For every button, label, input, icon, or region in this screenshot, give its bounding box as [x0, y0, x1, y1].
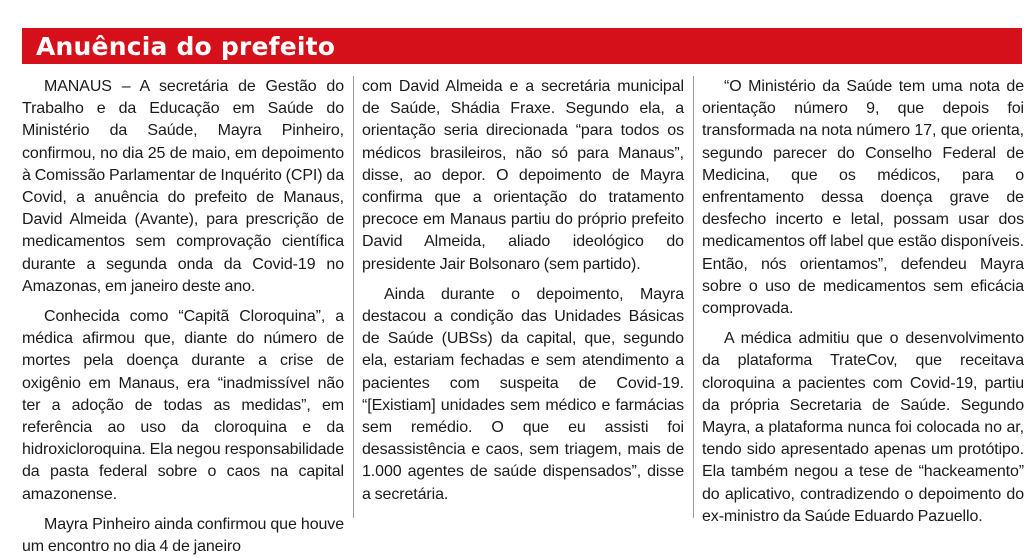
article-column-3 [702, 76, 1024, 524]
article-paragraph: Ainda durante o depoimento, Mayra destacou a condição das Unidades Básicas de Saúde (UBSs) da capital, que, segundo ela, estariam fechadas e sem atendimento a pacientes com suspeita de Covid-19. “[Existiam] unidades sem médico e farmácias sem remédio. O que eu assisti foi desassistência e caos, sem triagem, mais de 1.000 agentes de saúde dispensados”, disse a secretária. [362, 285, 684, 503]
article-body [22, 76, 1024, 556]
article-paragraph: com David Almeida e a secretária municipal de Saúde, Shádia Fraxe. Segundo ela, a orientação seria direcionada “para todos os médicos brasileiros, não só para Manaus”, disse, ao depor. O depoimento de Mayra confirma que a orientação do tratamento precoce em Manaus partiu do próprio prefeito David Almeida, aliado ideológico do presidente Jair Bolsonaro (sem partido). [362, 78, 684, 273]
section-title: Anuência do prefeito [36, 31, 336, 61]
column-divider [353, 76, 354, 518]
article-column-2 [362, 76, 684, 524]
section-header [22, 28, 1022, 64]
article-paragraph: Mayra Pinheiro ainda confirmou que houve um encontro no dia 4 de janeiro [22, 515, 344, 556]
column-divider [693, 76, 694, 518]
article-paragraph: MANAUS – A secretária de Gestão do Trabalho e da Educação em Saúde do Ministério da Saúde, Mayra Pinheiro, confirmou, no dia 25 de maio, em depoimento à Comissão Parlamentar de Inquérito (CPI) da Covid, a anuência do prefeito de Manaus, David Almeida (Avante), para prescrição de medicamentos sem comprovação científica durante a segunda onda da Covid-19 no Amazonas, em janeiro deste ano. [22, 78, 344, 295]
article-column-1 [22, 76, 344, 556]
article-paragraph: A médica admitiu que o desenvolvimento da plataforma TrateCov, que receitava cloroquina a pacientes com Covid-19, partiu da própria Secretaria de Saúde. Segundo Mayra, a plataforma nunca foi colocada no ar, tendo sido apresentado apenas um protótipo. Ela também negou a tese de “hackeamento” do aplicativo, contradizendo o depoimento do ex-ministro da Saúde Eduardo Pazuello. [702, 330, 1024, 525]
article-paragraph: “O Ministério da Saúde tem uma nota de orientação número 9, que depois foi transformada na nota número 17, que orienta, segundo parecer do Conselho Federal de Medicina, que os médicos, para o enfrentamento dessa doença grave de desfecho incerto e letal, possam usar dos medicamentos off label que estão disponíveis. Então, nós orientamos”, defendeu Mayra sobre o uso de medicamentos sem eficácia comprovada. [702, 78, 1024, 318]
article-paragraph: Conhecida como “Capitã Cloroquina”, a médica afirmou que, diante do número de mortes pela doença durante a crise de oxigênio em Manaus, era “inadmissível não ter a adoção de todas as medidas”, em referência ao uso da cloroquina e da hidroxicloroquina. Ela negou responsabilidade da pasta federal sobre o caos na capital amazonense. [22, 308, 344, 503]
